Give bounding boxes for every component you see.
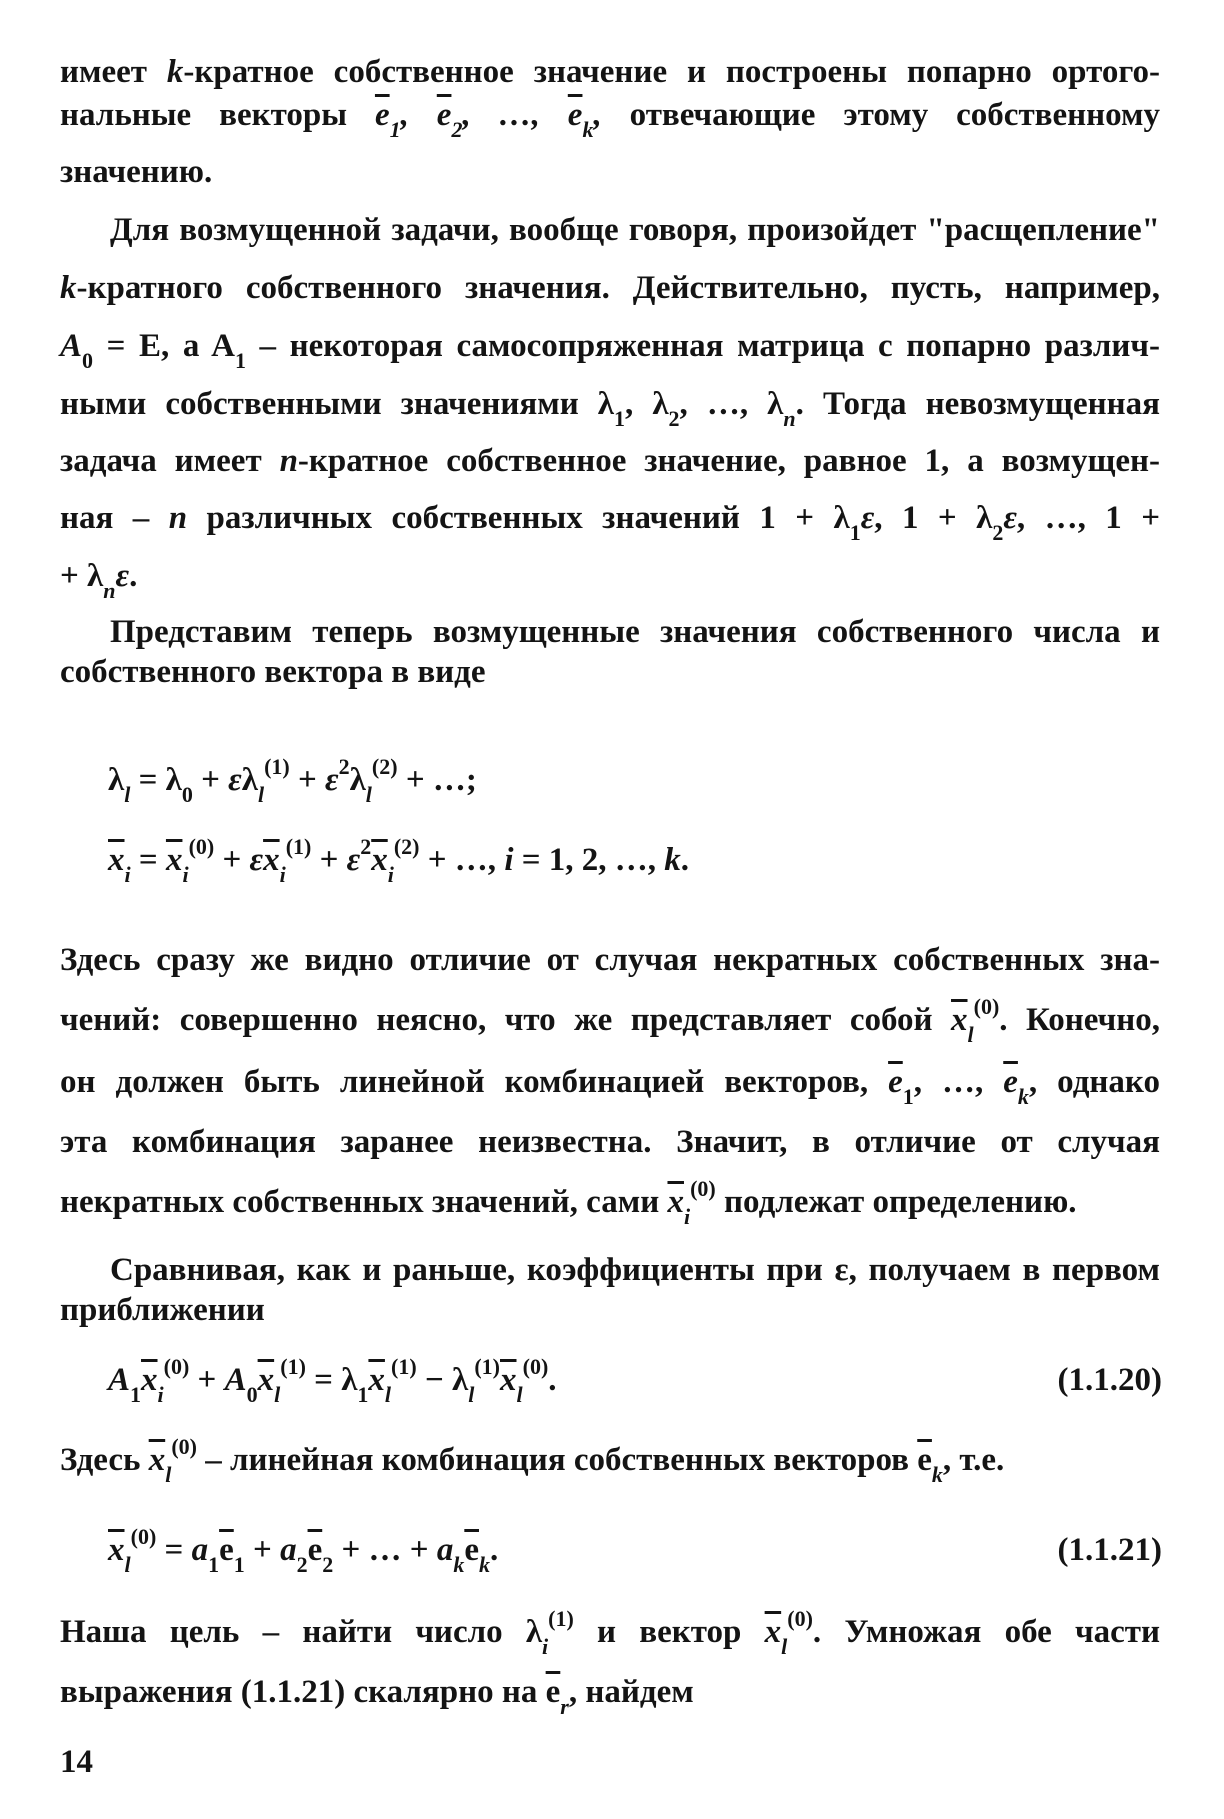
text-line: Здесь сразу же видно отличие от случая некратных собственных зна- — [60, 942, 1160, 978]
text-line: выражения (1.1.21) скалярно на $\overline{e}_r$, найдем — [60, 1674, 694, 1719]
text-line: значению. — [60, 154, 213, 190]
equation-x: $\overline{x}_i = \overline{x}_i^{(0)} + \varepsilon\overline{x}_i^{(1)} + \varepsilon^2\overline{x}_i^{(2)}$ + …, i = 1, 2, …, k. — [108, 834, 690, 887]
text-line: собственного вектора в виде — [60, 654, 486, 690]
text-line: имеет k-кратное собственное значение и построены попарно ортого- — [60, 54, 1161, 90]
text-line: чений: совершенно неясно, что же представляет собой $\overline{x}_l^{(0)}$. Конечно, — [60, 994, 1161, 1047]
equation-number: (1.1.21) — [1057, 1532, 1162, 1568]
text-line: Здесь $\overline{x}_l^{(0)}$ – линейная комбинация собственных векторов $\overline{e}_k$, т.е. — [60, 1434, 1005, 1487]
text-line: ная – n различных собственных значений $1 + \lambda_1\varepsilon$, $1 + \lambda_2\varepsilon$, …, 1 + — [60, 500, 1160, 545]
text-line: нальные векторы $\overline{e}_1$, $\overline{e}_2$, …, $\overline{e}_k$, отвечающие этому собственному — [60, 97, 1160, 142]
text-line: + $\lambda_n\varepsilon$. — [60, 558, 138, 603]
text-line: приближении — [60, 1292, 265, 1328]
equation-1-1-20: $A_1\overline{x}_i^{(0)} + A_0\overline{x}_l^{(1)} = \lambda_1\overline{x}_l^{(1)} - \lambda_l^{(1)}\overline{x}_l^{(0)}$. — [108, 1354, 557, 1407]
equation-1-1-21: $\overline{x}_l^{(0)} = a_1\overline{e}_1 + a_2\overline{e}_2$ + … + $a_k\overline{e}_k$. — [108, 1524, 499, 1577]
text-line: Сравнивая, как и раньше, коэффициенты при ε, получаем в первом — [110, 1252, 1160, 1288]
text-line: эта комбинация заранее неизвестна. Значит, в отличие от случая — [60, 1124, 1160, 1160]
text-line: ными собственными значениями $\lambda_1$, $\lambda_2$, …, $\lambda_n$. Тогда невозмущенная — [60, 386, 1160, 431]
text-line: некратных собственных значений, сами $\overline{x}_i^{(0)}$ подлежат определению. — [60, 1176, 1077, 1229]
text-line: k-кратного собственного значения. Действительно, пусть, например, — [60, 270, 1160, 306]
equation-lambda: $\lambda_l = \lambda_0 + \varepsilon\lambda_l^{(1)} + \varepsilon^2\lambda_l^{(2)}$ + …; — [108, 754, 477, 807]
text-line: $A_0 = E$, a $A_1$ – некоторая самосопряженная матрица с попарно различ- — [60, 328, 1161, 373]
text-line: Для возмущенной задачи, вообще говоря, произойдет "расщепление" — [110, 212, 1160, 248]
text-line: Наша цель – найти число $\lambda_i^{(1)}$ и вектор $\overline{x}_l^{(0)}$. Умножая обе части — [60, 1606, 1161, 1659]
text-line: Представим теперь возмущенные значения собственного числа и — [110, 614, 1160, 650]
equation-number: (1.1.20) — [1057, 1362, 1162, 1398]
page-number: 14 — [60, 1744, 93, 1780]
text-line: задача имеет n-кратное собственное значение, равное 1, а возмущен- — [60, 443, 1160, 479]
text-line: он должен быть линейной комбинацией векторов, $\overline{e}_1$, …, $\overline{e}_k$, однако — [60, 1064, 1160, 1109]
